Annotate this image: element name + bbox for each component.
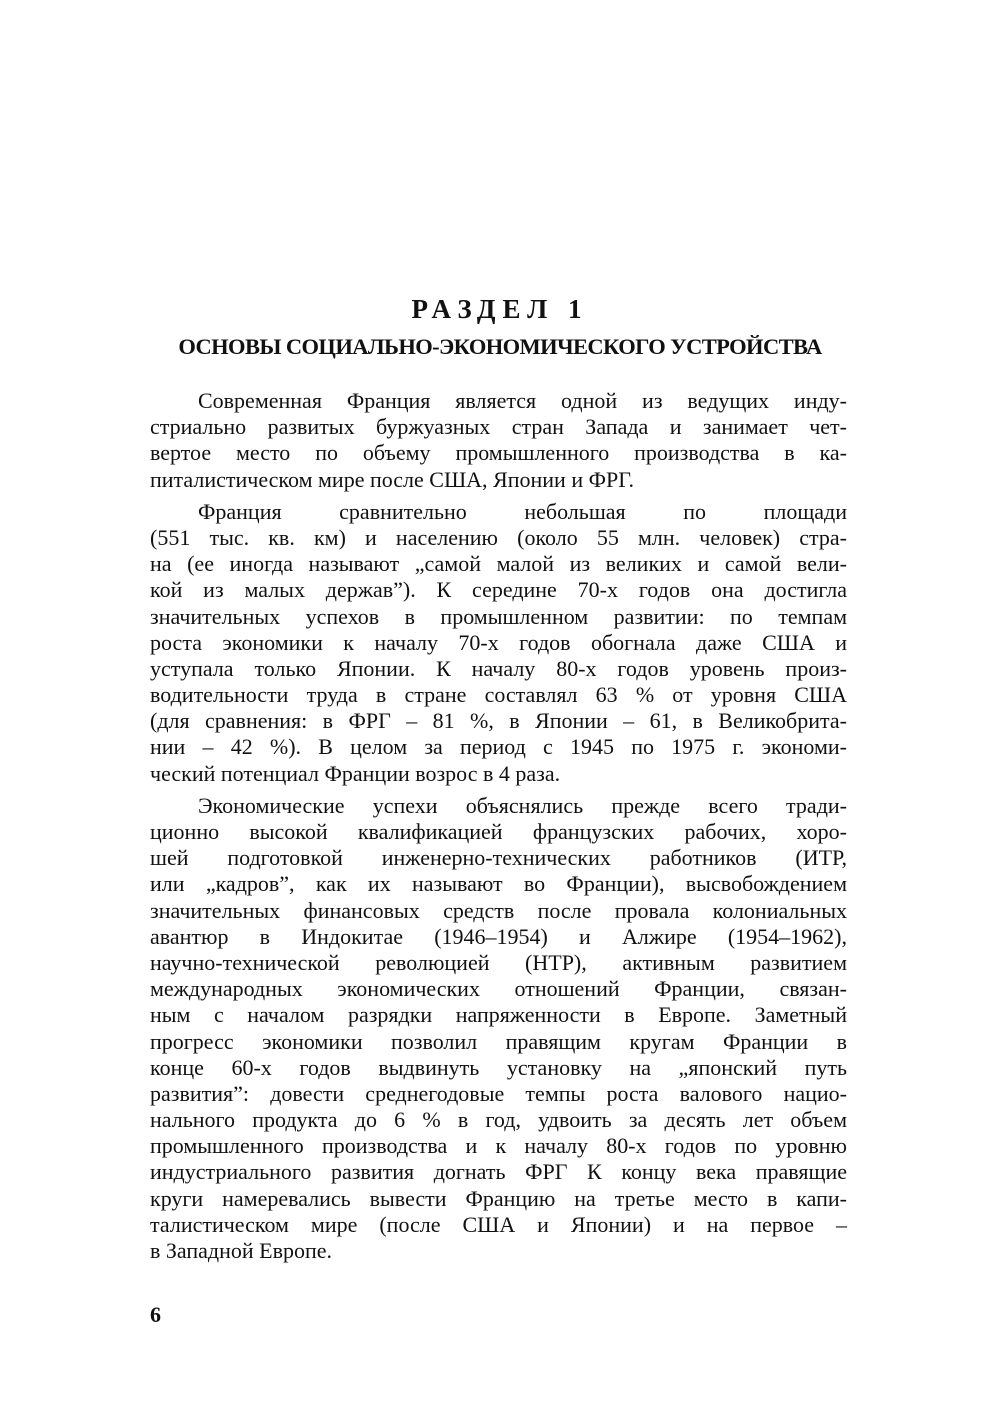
text-line: нального продукта до 6 % в год, удвоить за десять лет объем [150, 1107, 847, 1133]
text-line: прогресс экономики позволил правящим кругам Франции в [150, 1028, 847, 1054]
text-line: ным с началом разрядки напряженности в Европе. Заметный [150, 1002, 847, 1028]
text-line: индустриального развития догнать ФРГ К концу века правящие [150, 1159, 847, 1185]
text-line: стриально развитых буржуазных стран Запада и занимает чет- [150, 414, 847, 440]
section-subtitle: ОСНОВЫ СОЦИАЛЬНО-ЭКОНОМИЧЕСКОГО УСТРОЙСТВА [178, 334, 822, 359]
text-line: значительных успехов в промышленном развитии: по темпам [150, 603, 847, 629]
text-line: кой из малых держав”). К середине 70-х годов она достигла [150, 577, 847, 603]
text-line: Современная Франция является одной из ведущих инду- [198, 388, 847, 413]
text-line: на (ее иногда называют „самой малой из великих и самой вели- [150, 551, 847, 577]
text-line: (для сравнения: в ФРГ – 81 %, в Японии – 61, в Великобрита- [150, 708, 847, 734]
text-line: вертое место по объему промышленного производства в ка- [150, 440, 847, 466]
text-line: Экономические успехи объяснялись прежде всего тради- [198, 792, 847, 818]
text-line: талистическом мире (после США и Японии) и на первое – [150, 1211, 847, 1237]
text-line: в Западной Европе. [150, 1238, 333, 1263]
text-line: роста экономики к началу 70-х годов обогнала даже США и [150, 629, 847, 655]
text-line: (551 тыс. кв. км) и населению (около 55 млн. человек) стра- [150, 524, 847, 550]
text-line: питалистическом мире после США, Японии и ФРГ. [150, 466, 634, 492]
text-line: шей подготовкой инженерно-технических работников (ИТР, [150, 845, 847, 871]
paragraph-3 [150, 793, 847, 1264]
text-line: или „кадров”, как их называют во Франции), высвобождением [150, 871, 847, 897]
text-line: конце 60-х годов выдвинуть установку на „японский путь [150, 1054, 847, 1080]
text-line: водительности труда в стране составлял 63 % от уровня США [150, 682, 847, 708]
text-line: ционно высокой квалификацией французских рабочих, хоро- [150, 819, 847, 844]
paragraph-2 [150, 499, 847, 787]
text-line: ческий потенциал Франции возрос в 4 раза. [150, 760, 561, 786]
text-line: международных экономических отношений Франции, связан- [150, 976, 847, 1002]
text-line: нии – 42 %). В целом за период с 1945 по 1975 г. экономи- [150, 734, 847, 760]
page-number: 6 [150, 1302, 161, 1327]
text-line: уступала только Японии. К началу 80-х годов уровень произ- [150, 655, 847, 681]
text-line: круги намеревались вывести Францию на третье место в капи- [150, 1185, 847, 1211]
body-text [150, 388, 847, 1270]
text-line: промышленного производства и к началу 80-х годов по уровню [150, 1133, 847, 1159]
text-line: научно-технической революцией (НТР), активным развитием [150, 949, 847, 975]
text-line: значительных финансовых средств после провала колониальных [150, 897, 847, 923]
text-line: авантюр в Индокитае (1946–1954) и Алжире (1954–1962), [150, 923, 847, 949]
text-line: развития”: довести среднегодовые темпы роста валового нацио- [150, 1080, 847, 1106]
section-title: РАЗДЕЛ 1 [411, 294, 589, 324]
text-line: Франция сравнительно небольшая по площади [198, 498, 847, 524]
paragraph-1 [150, 388, 847, 493]
